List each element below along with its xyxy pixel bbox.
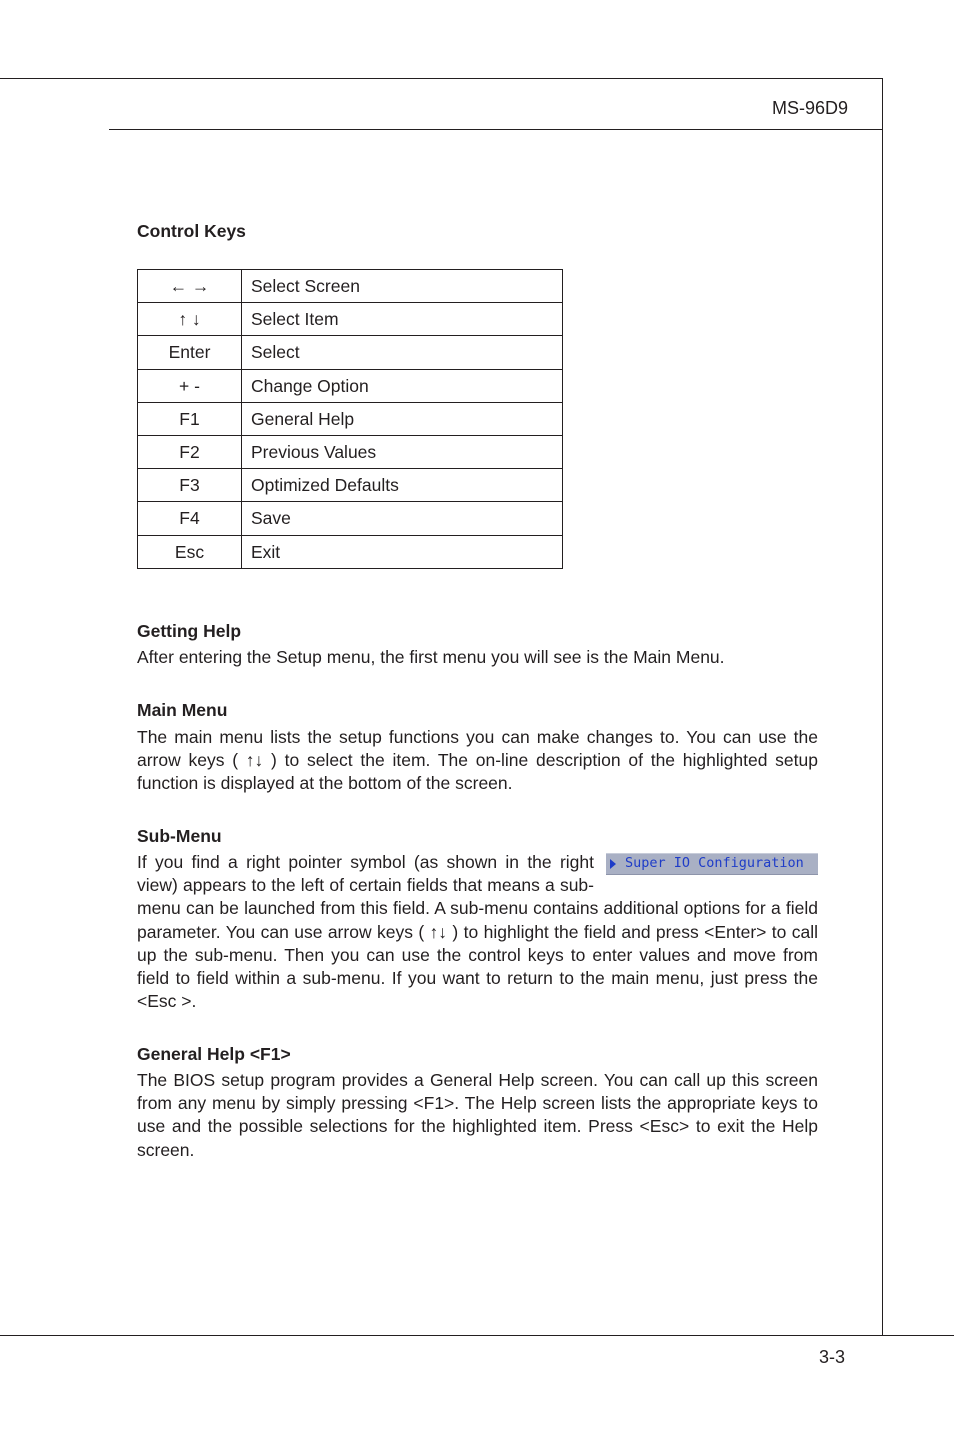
table-row xyxy=(138,402,563,435)
action-cell: Exit xyxy=(242,535,563,568)
action-cell: Previous Values xyxy=(242,435,563,468)
getting-help-heading: Getting Help xyxy=(137,621,242,641)
bottom-rule xyxy=(0,1335,954,1336)
right-pointer-icon xyxy=(610,859,616,869)
key-cell: F1 xyxy=(138,402,242,435)
sub-menu-heading: Sub-Menu xyxy=(137,826,222,846)
table-row xyxy=(138,336,563,369)
action-cell: Select xyxy=(242,336,563,369)
table-row xyxy=(138,369,563,402)
page-number: 3-3 xyxy=(818,1347,845,1367)
table-row xyxy=(138,469,563,502)
key-cell: + - xyxy=(138,369,242,402)
key-cell: F2 xyxy=(138,435,242,468)
key-cell: Enter xyxy=(138,336,242,369)
getting-help-text: After entering the Setup menu, the first menu you will see is the Main Menu. xyxy=(137,647,725,667)
control-keys-table xyxy=(137,269,563,569)
sub-menu-example-label: Super IO Configuration xyxy=(625,855,804,872)
general-help-text: The BIOS setup program provides a General Help screen. You can call up this screen from any menu by simply pressing <F1>. The Help screen lists the appropriate keys to use and the possible selections for the highlighted item. Press <Esc> to exit the Help screen. xyxy=(137,1070,818,1160)
table-row xyxy=(138,435,563,468)
control-keys-heading: Control Keys xyxy=(137,221,246,241)
header-model-number: MS-96D9 xyxy=(771,98,848,118)
main-menu-heading: Main Menu xyxy=(137,700,228,720)
action-cell: Optimized Defaults xyxy=(242,469,563,502)
sub-menu-example-image xyxy=(606,853,818,875)
action-cell: Save xyxy=(242,502,563,535)
top-rule xyxy=(0,78,883,79)
table-row xyxy=(138,502,563,535)
header-rule xyxy=(109,129,883,130)
sub-menu-paragraph xyxy=(137,851,818,1013)
table-row xyxy=(138,270,563,303)
action-cell: Select Screen xyxy=(242,270,563,303)
action-cell: General Help xyxy=(242,402,563,435)
action-cell: Change Option xyxy=(242,369,563,402)
sub-menu-text: If you find a right pointer symbol (as shown in the right view) appears to the left of certain fields that means a sub-menu can be launched from this field. A sub-menu contains additional options for a field parameter. You can use arrow keys ( ↑↓ ) to highlight the field and press <Enter> to call up the sub-menu. Then you can use the control keys to enter values and move from field to field within a sub-menu. If you want to return to the main menu, just press the <Esc >. xyxy=(137,852,818,1012)
table-row xyxy=(138,303,563,336)
main-menu-text: The main menu lists the setup functions you can make changes to. You can use the arrow keys ( ↑↓ ) to select the item. The on-line description of the highlighted setup function is displayed at the bottom of the screen. xyxy=(137,727,818,794)
key-cell: ← → xyxy=(138,270,242,303)
table-row xyxy=(138,535,563,568)
key-cell: Esc xyxy=(138,535,242,568)
key-cell: F3 xyxy=(138,469,242,502)
action-cell: Select Item xyxy=(242,303,563,336)
right-rule xyxy=(882,78,883,1335)
general-help-heading: General Help <F1> xyxy=(137,1044,291,1064)
key-cell: ↑ ↓ xyxy=(138,303,242,336)
key-cell: F4 xyxy=(138,502,242,535)
